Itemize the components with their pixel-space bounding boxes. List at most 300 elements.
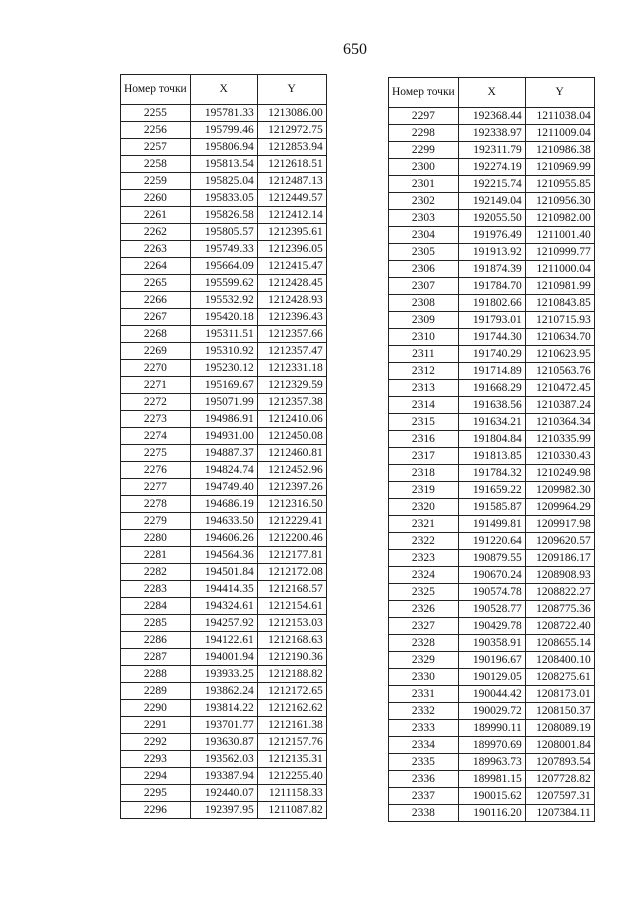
point-number-cell: 2315 bbox=[389, 414, 459, 431]
point-number-cell: 2306 bbox=[389, 261, 459, 278]
x-value-cell: 195813.54 bbox=[190, 156, 257, 173]
x-value-cell: 195310.92 bbox=[190, 343, 257, 360]
table-row bbox=[389, 244, 595, 261]
y-value-cell: 1212428.45 bbox=[257, 275, 326, 292]
x-value-cell: 193630.87 bbox=[190, 734, 257, 751]
point-number-cell: 2318 bbox=[389, 465, 459, 482]
table-row bbox=[121, 751, 327, 768]
y-value-cell: 1210956.30 bbox=[525, 193, 594, 210]
x-value-cell: 190029.72 bbox=[458, 703, 525, 720]
y-value-cell: 1210364.34 bbox=[525, 414, 594, 431]
y-value-cell: 1212255.40 bbox=[257, 768, 326, 785]
y-value-cell: 1210843.85 bbox=[525, 295, 594, 312]
x-value-cell: 195532.92 bbox=[190, 292, 257, 309]
point-number-cell: 2257 bbox=[121, 139, 191, 156]
y-value-cell: 1210955.85 bbox=[525, 176, 594, 193]
table-row bbox=[389, 703, 595, 720]
point-number-cell: 2303 bbox=[389, 210, 459, 227]
x-value-cell: 191634.21 bbox=[458, 414, 525, 431]
x-value-cell: 192215.74 bbox=[458, 176, 525, 193]
x-value-cell: 191913.92 bbox=[458, 244, 525, 261]
y-value-cell: 1210387.24 bbox=[525, 397, 594, 414]
y-value-cell: 1208655.14 bbox=[525, 635, 594, 652]
y-value-cell: 1212396.05 bbox=[257, 241, 326, 258]
x-value-cell: 191976.49 bbox=[458, 227, 525, 244]
x-value-cell: 195781.33 bbox=[190, 105, 257, 122]
table-row bbox=[389, 771, 595, 788]
table-row bbox=[121, 632, 327, 649]
table-row bbox=[389, 295, 595, 312]
table-row bbox=[389, 805, 595, 822]
table-row bbox=[121, 802, 327, 819]
point-number-cell: 2294 bbox=[121, 768, 191, 785]
table-row bbox=[121, 479, 327, 496]
x-value-cell: 195749.33 bbox=[190, 241, 257, 258]
y-value-cell: 1210986.38 bbox=[525, 142, 594, 159]
table-row bbox=[389, 584, 595, 601]
y-value-cell: 1212157.76 bbox=[257, 734, 326, 751]
table-row bbox=[121, 190, 327, 207]
x-value-cell: 190129.05 bbox=[458, 669, 525, 686]
y-value-cell: 1212410.06 bbox=[257, 411, 326, 428]
table-row bbox=[121, 207, 327, 224]
point-number-cell: 2323 bbox=[389, 550, 459, 567]
y-value-cell: 1212415.47 bbox=[257, 258, 326, 275]
table-row bbox=[389, 278, 595, 295]
x-value-cell: 191874.39 bbox=[458, 261, 525, 278]
table-row bbox=[121, 649, 327, 666]
table-row bbox=[389, 210, 595, 227]
x-value-cell: 195825.04 bbox=[190, 173, 257, 190]
table-row bbox=[121, 734, 327, 751]
table-row bbox=[121, 292, 327, 309]
y-value-cell: 1209982.30 bbox=[525, 482, 594, 499]
x-value-cell: 191804.84 bbox=[458, 431, 525, 448]
x-value-cell: 192055.50 bbox=[458, 210, 525, 227]
table-row bbox=[121, 394, 327, 411]
point-number-cell: 2262 bbox=[121, 224, 191, 241]
y-value-cell: 1212153.03 bbox=[257, 615, 326, 632]
y-value-cell: 1208908.93 bbox=[525, 567, 594, 584]
y-value-cell: 1212172.08 bbox=[257, 564, 326, 581]
y-value-cell: 1210563.76 bbox=[525, 363, 594, 380]
point-number-cell: 2263 bbox=[121, 241, 191, 258]
x-value-cell: 192311.79 bbox=[458, 142, 525, 159]
y-value-cell: 1212412.14 bbox=[257, 207, 326, 224]
y-value-cell: 1212190.36 bbox=[257, 649, 326, 666]
table-row bbox=[121, 547, 327, 564]
x-value-cell: 194501.84 bbox=[190, 564, 257, 581]
y-value-cell: 1207384.11 bbox=[525, 805, 594, 822]
table-row bbox=[389, 397, 595, 414]
y-value-cell: 1212396.43 bbox=[257, 309, 326, 326]
y-value-cell: 1207728.82 bbox=[525, 771, 594, 788]
table-row bbox=[121, 309, 327, 326]
y-value-cell: 1210472.45 bbox=[525, 380, 594, 397]
y-value-cell: 1212161.38 bbox=[257, 717, 326, 734]
y-value-cell: 1212428.93 bbox=[257, 292, 326, 309]
y-value-cell: 1207893.54 bbox=[525, 754, 594, 771]
y-value-cell: 1212168.57 bbox=[257, 581, 326, 598]
table-row bbox=[389, 125, 595, 142]
point-number-cell: 2327 bbox=[389, 618, 459, 635]
point-number-cell: 2296 bbox=[121, 802, 191, 819]
point-number-cell: 2337 bbox=[389, 788, 459, 805]
x-value-cell: 189963.73 bbox=[458, 754, 525, 771]
table-row bbox=[389, 414, 595, 431]
y-value-cell: 1212357.66 bbox=[257, 326, 326, 343]
table-row bbox=[389, 567, 595, 584]
point-number-cell: 2332 bbox=[389, 703, 459, 720]
point-number-cell: 2316 bbox=[389, 431, 459, 448]
y-value-cell: 1209917.98 bbox=[525, 516, 594, 533]
point-number-cell: 2299 bbox=[389, 142, 459, 159]
table-row bbox=[121, 717, 327, 734]
x-value-cell: 193814.22 bbox=[190, 700, 257, 717]
point-number-cell: 2330 bbox=[389, 669, 459, 686]
point-number-cell: 2308 bbox=[389, 295, 459, 312]
point-number-cell: 2283 bbox=[121, 581, 191, 598]
y-value-cell: 1212357.38 bbox=[257, 394, 326, 411]
y-value-cell: 1211000.04 bbox=[525, 261, 594, 278]
y-value-cell: 1210330.43 bbox=[525, 448, 594, 465]
header-y: Y bbox=[257, 75, 326, 105]
point-number-cell: 2326 bbox=[389, 601, 459, 618]
header-point-number: Номер точки bbox=[121, 75, 191, 105]
y-value-cell: 1212316.50 bbox=[257, 496, 326, 513]
y-value-cell: 1210634.70 bbox=[525, 329, 594, 346]
y-value-cell: 1208089.19 bbox=[525, 720, 594, 737]
table-body-left bbox=[121, 105, 327, 819]
point-number-cell: 2276 bbox=[121, 462, 191, 479]
point-number-cell: 2319 bbox=[389, 482, 459, 499]
x-value-cell: 194749.40 bbox=[190, 479, 257, 496]
x-value-cell: 195169.67 bbox=[190, 377, 257, 394]
x-value-cell: 192149.04 bbox=[458, 193, 525, 210]
y-value-cell: 1212460.81 bbox=[257, 445, 326, 462]
x-value-cell: 191499.81 bbox=[458, 516, 525, 533]
table-row bbox=[121, 768, 327, 785]
y-value-cell: 1212450.08 bbox=[257, 428, 326, 445]
table-row bbox=[389, 193, 595, 210]
point-number-cell: 2302 bbox=[389, 193, 459, 210]
point-number-cell: 2255 bbox=[121, 105, 191, 122]
y-value-cell: 1212452.96 bbox=[257, 462, 326, 479]
x-value-cell: 191638.56 bbox=[458, 397, 525, 414]
point-number-cell: 2286 bbox=[121, 632, 191, 649]
point-number-cell: 2268 bbox=[121, 326, 191, 343]
point-number-cell: 2292 bbox=[121, 734, 191, 751]
x-value-cell: 189981.15 bbox=[458, 771, 525, 788]
table-row bbox=[121, 343, 327, 360]
y-value-cell: 1212200.46 bbox=[257, 530, 326, 547]
point-number-cell: 2324 bbox=[389, 567, 459, 584]
point-number-cell: 2314 bbox=[389, 397, 459, 414]
y-value-cell: 1211087.82 bbox=[257, 802, 326, 819]
x-value-cell: 193701.77 bbox=[190, 717, 257, 734]
y-value-cell: 1211038.04 bbox=[525, 108, 594, 125]
x-value-cell: 191784.32 bbox=[458, 465, 525, 482]
point-number-cell: 2256 bbox=[121, 122, 191, 139]
point-number-cell: 2289 bbox=[121, 683, 191, 700]
x-value-cell: 193562.03 bbox=[190, 751, 257, 768]
y-value-cell: 1210982.00 bbox=[525, 210, 594, 227]
x-value-cell: 194606.26 bbox=[190, 530, 257, 547]
table-row bbox=[121, 445, 327, 462]
table-row bbox=[389, 499, 595, 516]
x-value-cell: 194257.92 bbox=[190, 615, 257, 632]
table-row bbox=[121, 275, 327, 292]
table-row bbox=[389, 550, 595, 567]
point-number-cell: 2282 bbox=[121, 564, 191, 581]
y-value-cell: 1210969.99 bbox=[525, 159, 594, 176]
x-value-cell: 194986.91 bbox=[190, 411, 257, 428]
x-value-cell: 195311.51 bbox=[190, 326, 257, 343]
table-row bbox=[121, 462, 327, 479]
x-value-cell: 194824.74 bbox=[190, 462, 257, 479]
table-row bbox=[121, 326, 327, 343]
x-value-cell: 190879.55 bbox=[458, 550, 525, 567]
y-value-cell: 1210335.99 bbox=[525, 431, 594, 448]
table-header-row bbox=[389, 78, 595, 108]
x-value-cell: 190116.20 bbox=[458, 805, 525, 822]
table-row bbox=[121, 530, 327, 547]
header-x: X bbox=[190, 75, 257, 105]
table-row bbox=[121, 785, 327, 802]
x-value-cell: 194122.61 bbox=[190, 632, 257, 649]
point-number-cell: 2295 bbox=[121, 785, 191, 802]
y-value-cell: 1211009.04 bbox=[525, 125, 594, 142]
y-value-cell: 1208400.10 bbox=[525, 652, 594, 669]
table-row bbox=[389, 686, 595, 703]
x-value-cell: 191813.85 bbox=[458, 448, 525, 465]
table-row bbox=[389, 108, 595, 125]
y-value-cell: 1209964.29 bbox=[525, 499, 594, 516]
table-row bbox=[389, 465, 595, 482]
point-number-cell: 2304 bbox=[389, 227, 459, 244]
table-row bbox=[121, 700, 327, 717]
table-row bbox=[389, 754, 595, 771]
x-value-cell: 194887.37 bbox=[190, 445, 257, 462]
table-row bbox=[389, 142, 595, 159]
x-value-cell: 194324.61 bbox=[190, 598, 257, 615]
table-row bbox=[121, 122, 327, 139]
table-row bbox=[121, 139, 327, 156]
y-value-cell: 1208775.36 bbox=[525, 601, 594, 618]
table-row bbox=[121, 241, 327, 258]
point-number-cell: 2266 bbox=[121, 292, 191, 309]
y-value-cell: 1209620.57 bbox=[525, 533, 594, 550]
x-value-cell: 194001.94 bbox=[190, 649, 257, 666]
y-value-cell: 1212972.75 bbox=[257, 122, 326, 139]
point-number-cell: 2281 bbox=[121, 547, 191, 564]
table-row bbox=[389, 363, 595, 380]
point-number-cell: 2264 bbox=[121, 258, 191, 275]
y-value-cell: 1208001.84 bbox=[525, 737, 594, 754]
y-value-cell: 1212853.94 bbox=[257, 139, 326, 156]
x-value-cell: 195805.57 bbox=[190, 224, 257, 241]
point-number-cell: 2300 bbox=[389, 159, 459, 176]
x-value-cell: 190429.78 bbox=[458, 618, 525, 635]
y-value-cell: 1208722.40 bbox=[525, 618, 594, 635]
table-row bbox=[389, 635, 595, 652]
x-value-cell: 195599.62 bbox=[190, 275, 257, 292]
table-row bbox=[389, 159, 595, 176]
y-value-cell: 1210981.99 bbox=[525, 278, 594, 295]
y-value-cell: 1212168.63 bbox=[257, 632, 326, 649]
point-number-cell: 2325 bbox=[389, 584, 459, 601]
point-number-cell: 2338 bbox=[389, 805, 459, 822]
y-value-cell: 1210623.95 bbox=[525, 346, 594, 363]
y-value-cell: 1212618.51 bbox=[257, 156, 326, 173]
x-value-cell: 193933.25 bbox=[190, 666, 257, 683]
table-row bbox=[389, 601, 595, 618]
point-number-cell: 2261 bbox=[121, 207, 191, 224]
point-number-cell: 2272 bbox=[121, 394, 191, 411]
x-value-cell: 191668.29 bbox=[458, 380, 525, 397]
table-row bbox=[389, 669, 595, 686]
x-value-cell: 195799.46 bbox=[190, 122, 257, 139]
table-row bbox=[389, 482, 595, 499]
y-value-cell: 1212329.59 bbox=[257, 377, 326, 394]
point-number-cell: 2270 bbox=[121, 360, 191, 377]
table-row bbox=[389, 312, 595, 329]
x-value-cell: 192274.19 bbox=[458, 159, 525, 176]
point-number-cell: 2260 bbox=[121, 190, 191, 207]
table-row bbox=[121, 377, 327, 394]
y-value-cell: 1210999.77 bbox=[525, 244, 594, 261]
x-value-cell: 191740.29 bbox=[458, 346, 525, 363]
y-value-cell: 1212487.13 bbox=[257, 173, 326, 190]
point-number-cell: 2267 bbox=[121, 309, 191, 326]
table-row bbox=[121, 360, 327, 377]
table-row bbox=[121, 496, 327, 513]
y-value-cell: 1207597.31 bbox=[525, 788, 594, 805]
point-number-cell: 2336 bbox=[389, 771, 459, 788]
table-row bbox=[389, 346, 595, 363]
point-number-cell: 2313 bbox=[389, 380, 459, 397]
header-point-number: Номер точки bbox=[389, 78, 459, 108]
header-y: Y bbox=[525, 78, 594, 108]
y-value-cell: 1210715.93 bbox=[525, 312, 594, 329]
x-value-cell: 191744.30 bbox=[458, 329, 525, 346]
table-row bbox=[389, 516, 595, 533]
point-number-cell: 2280 bbox=[121, 530, 191, 547]
table-row bbox=[121, 598, 327, 615]
point-number-cell: 2310 bbox=[389, 329, 459, 346]
x-value-cell: 194564.36 bbox=[190, 547, 257, 564]
coordinates-table-right bbox=[388, 77, 595, 822]
table-row bbox=[121, 513, 327, 530]
x-value-cell: 195833.05 bbox=[190, 190, 257, 207]
y-value-cell: 1212397.26 bbox=[257, 479, 326, 496]
point-number-cell: 2279 bbox=[121, 513, 191, 530]
point-number-cell: 2329 bbox=[389, 652, 459, 669]
y-value-cell: 1212172.65 bbox=[257, 683, 326, 700]
y-value-cell: 1212162.62 bbox=[257, 700, 326, 717]
y-value-cell: 1212229.41 bbox=[257, 513, 326, 530]
point-number-cell: 2290 bbox=[121, 700, 191, 717]
x-value-cell: 195826.58 bbox=[190, 207, 257, 224]
x-value-cell: 194633.50 bbox=[190, 513, 257, 530]
point-number-cell: 2305 bbox=[389, 244, 459, 261]
y-value-cell: 1209186.17 bbox=[525, 550, 594, 567]
table-header-row bbox=[121, 75, 327, 105]
table-row bbox=[121, 411, 327, 428]
y-value-cell: 1212357.47 bbox=[257, 343, 326, 360]
point-number-cell: 2335 bbox=[389, 754, 459, 771]
point-number-cell: 2321 bbox=[389, 516, 459, 533]
x-value-cell: 190196.67 bbox=[458, 652, 525, 669]
x-value-cell: 195230.12 bbox=[190, 360, 257, 377]
y-value-cell: 1211158.33 bbox=[257, 785, 326, 802]
table-row bbox=[121, 683, 327, 700]
point-number-cell: 2331 bbox=[389, 686, 459, 703]
table-row bbox=[389, 737, 595, 754]
point-number-cell: 2275 bbox=[121, 445, 191, 462]
table-row bbox=[389, 261, 595, 278]
point-number-cell: 2291 bbox=[121, 717, 191, 734]
point-number-cell: 2284 bbox=[121, 598, 191, 615]
point-number-cell: 2293 bbox=[121, 751, 191, 768]
x-value-cell: 191585.87 bbox=[458, 499, 525, 516]
y-value-cell: 1208275.61 bbox=[525, 669, 594, 686]
x-value-cell: 195420.18 bbox=[190, 309, 257, 326]
point-number-cell: 2277 bbox=[121, 479, 191, 496]
point-number-cell: 2317 bbox=[389, 448, 459, 465]
point-number-cell: 2287 bbox=[121, 649, 191, 666]
x-value-cell: 190574.78 bbox=[458, 584, 525, 601]
table-row bbox=[389, 788, 595, 805]
table-row bbox=[389, 431, 595, 448]
point-number-cell: 2333 bbox=[389, 720, 459, 737]
x-value-cell: 191784.70 bbox=[458, 278, 525, 295]
table-row bbox=[121, 156, 327, 173]
header-x: X bbox=[458, 78, 525, 108]
coordinates-table-left bbox=[120, 74, 327, 819]
table-row bbox=[121, 564, 327, 581]
y-value-cell: 1213086.00 bbox=[257, 105, 326, 122]
table-body-right bbox=[389, 108, 595, 822]
point-number-cell: 2288 bbox=[121, 666, 191, 683]
y-value-cell: 1212135.31 bbox=[257, 751, 326, 768]
point-number-cell: 2274 bbox=[121, 428, 191, 445]
x-value-cell: 191714.89 bbox=[458, 363, 525, 380]
table-row bbox=[121, 581, 327, 598]
table-row bbox=[389, 448, 595, 465]
y-value-cell: 1208173.01 bbox=[525, 686, 594, 703]
point-number-cell: 2265 bbox=[121, 275, 191, 292]
x-value-cell: 190358.91 bbox=[458, 635, 525, 652]
x-value-cell: 194931.00 bbox=[190, 428, 257, 445]
x-value-cell: 190044.42 bbox=[458, 686, 525, 703]
x-value-cell: 191802.66 bbox=[458, 295, 525, 312]
table-row bbox=[121, 666, 327, 683]
x-value-cell: 190528.77 bbox=[458, 601, 525, 618]
point-number-cell: 2298 bbox=[389, 125, 459, 142]
point-number-cell: 2328 bbox=[389, 635, 459, 652]
x-value-cell: 192338.97 bbox=[458, 125, 525, 142]
y-value-cell: 1212154.61 bbox=[257, 598, 326, 615]
x-value-cell: 194414.35 bbox=[190, 581, 257, 598]
table-row bbox=[121, 224, 327, 241]
table-row bbox=[389, 227, 595, 244]
table-row bbox=[389, 176, 595, 193]
table-row bbox=[389, 618, 595, 635]
table-row bbox=[121, 105, 327, 122]
x-value-cell: 190670.24 bbox=[458, 567, 525, 584]
y-value-cell: 1212331.18 bbox=[257, 360, 326, 377]
